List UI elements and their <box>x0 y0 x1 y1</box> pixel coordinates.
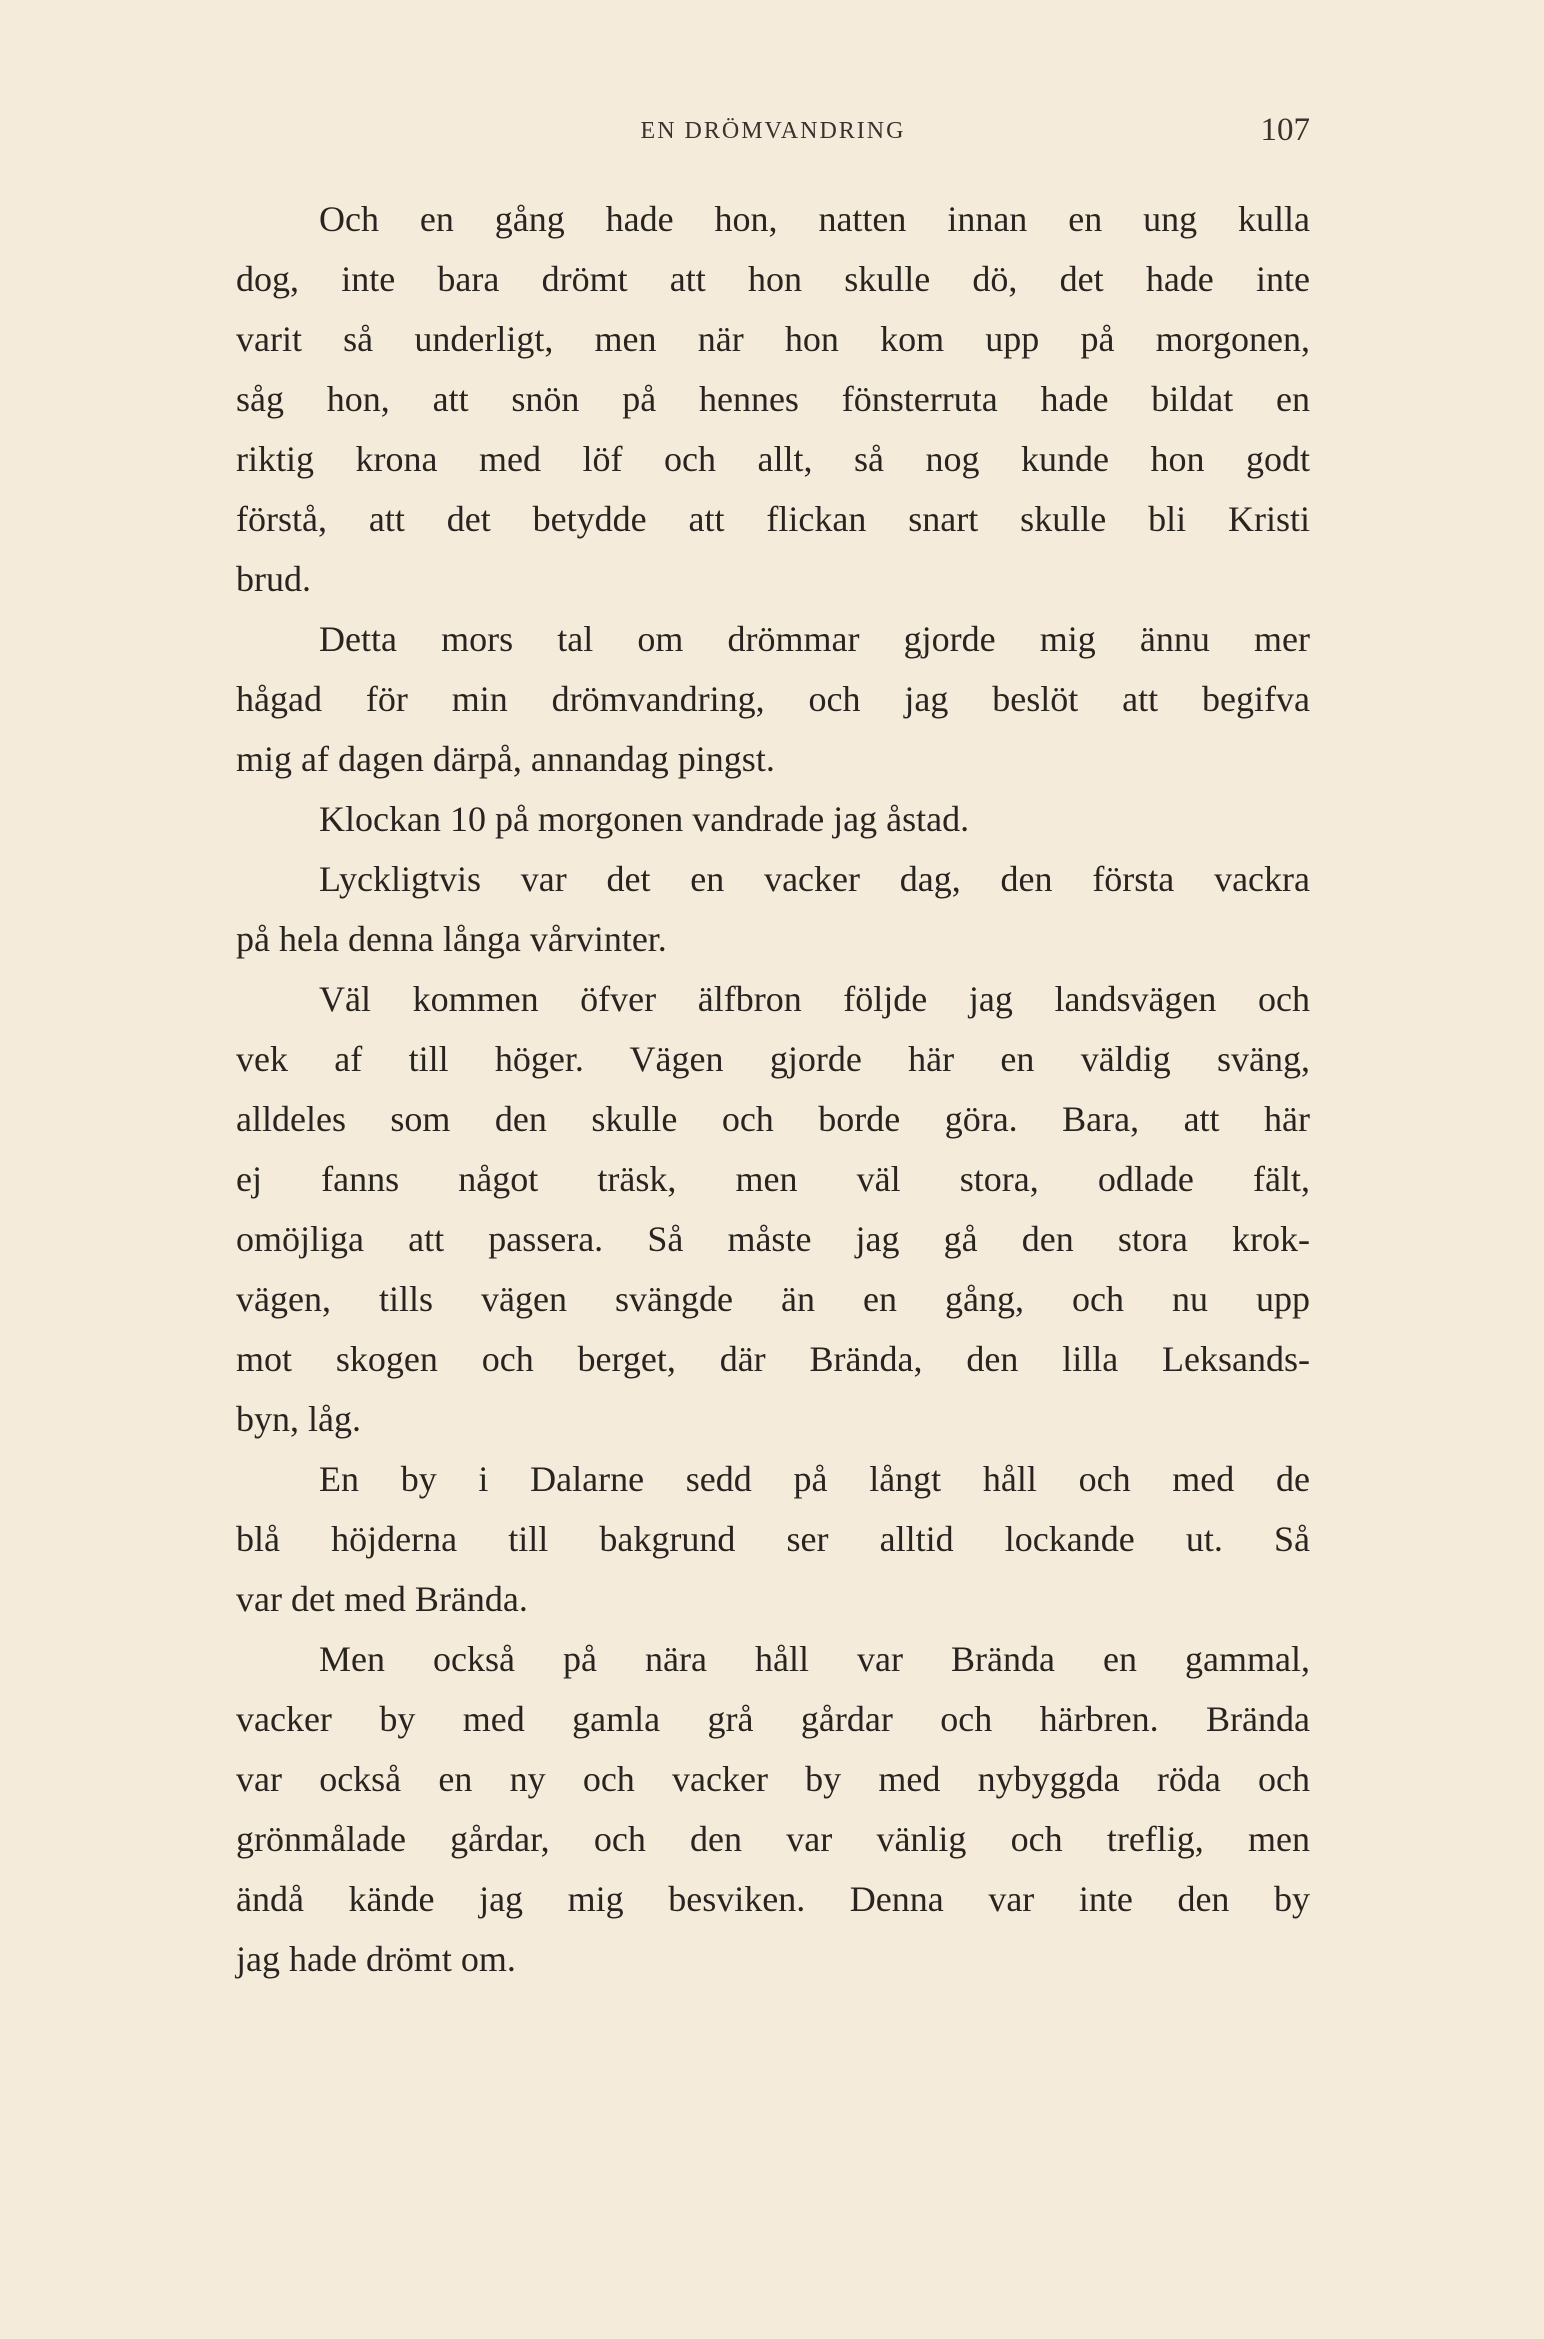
text-line: Klockan 10 på morgonen vandrade jag åstad. <box>319 799 970 839</box>
text-line: vek af till höger. Vägen gjorde här en väldig sväng, <box>236 1039 1310 1079</box>
text-line: byn, låg. <box>236 1399 361 1439</box>
text-line: mot skogen och berget, där Brända, den lilla Leksands- <box>236 1339 1310 1379</box>
text-line: jag hade drömt om. <box>236 1939 516 1979</box>
text-line: varit så underligt, men när hon kom upp på morgonen, <box>236 319 1310 359</box>
paragraph <box>236 189 1310 609</box>
text-line: var också en ny och vacker by med nybyggda röda och <box>236 1759 1310 1799</box>
text-line: Lyckligtvis var det en vacker dag, den första vackra <box>319 859 1310 899</box>
text-line: grönmålade gårdar, och den var vänlig och treflig, men <box>236 1819 1310 1859</box>
text-line: brud. <box>236 559 311 599</box>
text-line: förstå, att det betydde att flickan snart skulle bli Kristi <box>236 499 1310 539</box>
text-line: vacker by med gamla grå gårdar och härbren. Brända <box>236 1699 1310 1739</box>
text-line: hågad för min drömvandring, och jag beslöt att begifva <box>236 679 1310 719</box>
paragraph <box>236 1449 1310 1629</box>
text-line: riktig krona med löf och allt, så nog kunde hon godt <box>236 439 1310 479</box>
text-line: omöjliga att passera. Så måste jag gå den stora krok- <box>236 1219 1310 1259</box>
text-line: Detta mors tal om drömmar gjorde mig ännu mer <box>319 619 1310 659</box>
text-line: var det med Brända. <box>236 1579 528 1619</box>
paragraph <box>236 1629 1310 1989</box>
paragraph <box>236 969 1310 1449</box>
text-line: ändå kände jag mig besviken. Denna var inte den by <box>236 1879 1310 1919</box>
text-line: blå höjderna till bakgrund ser alltid lockande ut. Så <box>236 1519 1310 1559</box>
running-title: EN DRÖMVANDRING <box>640 118 906 144</box>
text-line: såg hon, att snön på hennes fönsterruta hade bildat en <box>236 379 1310 419</box>
text-line: mig af dagen därpå, annandag pingst. <box>236 739 775 779</box>
page-number: 107 <box>1260 112 1310 148</box>
text-line: ej fanns något träsk, men väl stora, odlade fält, <box>236 1159 1310 1199</box>
text-line: En by i Dalarne sedd på långt håll och med de <box>319 1459 1310 1499</box>
paragraph <box>236 789 1310 849</box>
text-line: Väl kommen öfver älfbron följde jag landsvägen och <box>319 979 1310 1019</box>
text-line: alldeles som den skulle och borde göra. Bara, att här <box>236 1099 1310 1139</box>
text-line: på hela denna långa vårvinter. <box>236 919 667 959</box>
paragraph <box>236 609 1310 789</box>
paragraph <box>236 849 1310 969</box>
text-line: dog, inte bara drömt att hon skulle dö, det hade inte <box>236 259 1310 299</box>
body-text <box>236 189 1310 1989</box>
text-line: vägen, tills vägen svängde än en gång, och nu upp <box>236 1279 1310 1319</box>
text-line: Och en gång hade hon, natten innan en ung kulla <box>319 199 1310 239</box>
page-header <box>236 112 1310 152</box>
text-line: Men också på nära håll var Brända en gammal, <box>319 1639 1310 1679</box>
